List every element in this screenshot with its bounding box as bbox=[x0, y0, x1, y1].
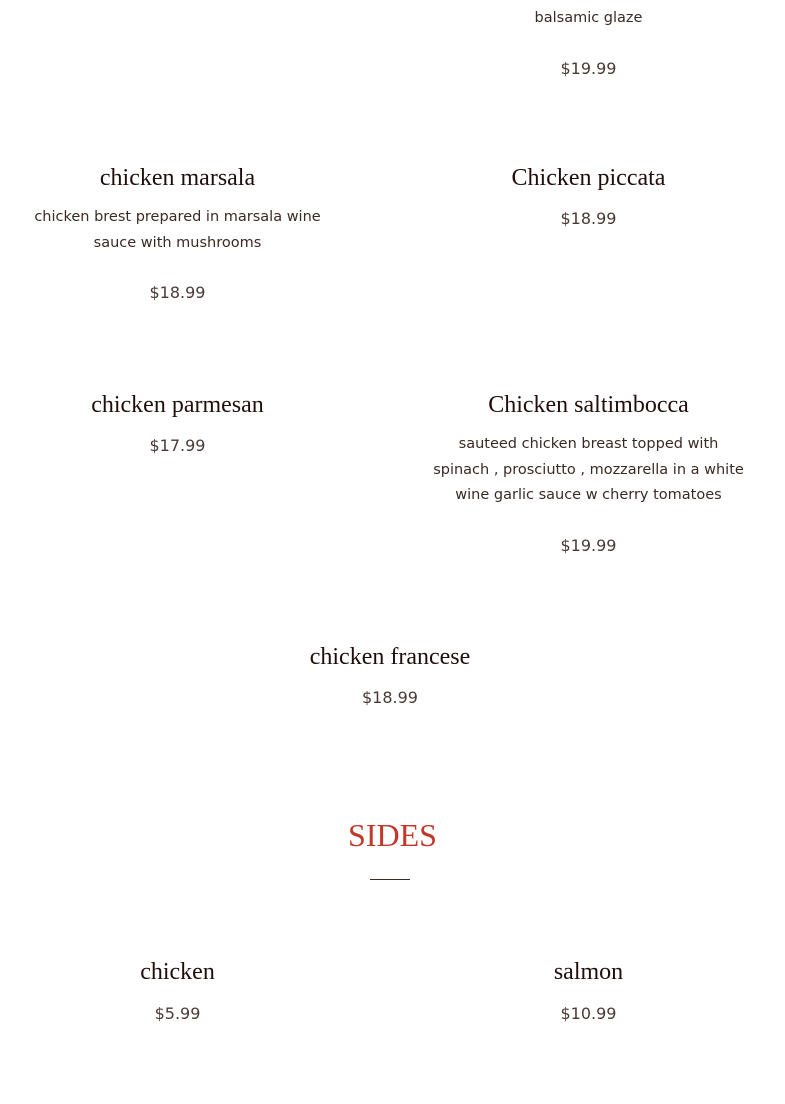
menu-item-chicken-parmesan bbox=[20, 390, 335, 457]
section-divider bbox=[370, 879, 410, 880]
item-price: $17.99 bbox=[149, 436, 206, 455]
item-price: $18.99 bbox=[149, 283, 206, 302]
item-description: chicken brest prepared in marsala wine sauce with mushrooms bbox=[34, 209, 321, 251]
menu-item-chicken-francese bbox=[235, 642, 545, 709]
menu-item-chicken-saltimbocca bbox=[430, 390, 747, 557]
item-price: $5.99 bbox=[154, 1004, 201, 1023]
item-name: chicken francese bbox=[309, 644, 471, 670]
menu-item-partial bbox=[430, 6, 747, 32]
menu-item-chicken-marsala bbox=[20, 163, 335, 304]
item-name: salmon bbox=[553, 959, 624, 985]
item-price: $19.99 bbox=[560, 59, 617, 78]
menu-item-chicken-piccata bbox=[430, 163, 747, 230]
menu-item-partial-price bbox=[430, 58, 747, 80]
item-description: sauteed chicken breast topped with spinach , prosciutto , mozzarella in a white wine garlic sauce w cherry tomatoes bbox=[433, 436, 744, 503]
item-name: chicken parmesan bbox=[91, 392, 264, 418]
item-price: $18.99 bbox=[560, 209, 617, 228]
item-name: chicken marsala bbox=[99, 165, 256, 191]
item-description: balsamic glaze bbox=[534, 10, 643, 26]
item-price: $10.99 bbox=[560, 1004, 617, 1023]
item-name: chicken bbox=[140, 959, 215, 985]
item-price: $19.99 bbox=[560, 535, 617, 555]
side-item-chicken bbox=[20, 957, 335, 1025]
side-item-salmon bbox=[430, 957, 747, 1025]
item-price: $18.99 bbox=[362, 688, 418, 707]
section-title-sides: SIDES bbox=[348, 817, 437, 853]
item-name: Chicken piccata bbox=[511, 165, 666, 191]
item-name: Chicken saltimbocca bbox=[488, 392, 689, 418]
